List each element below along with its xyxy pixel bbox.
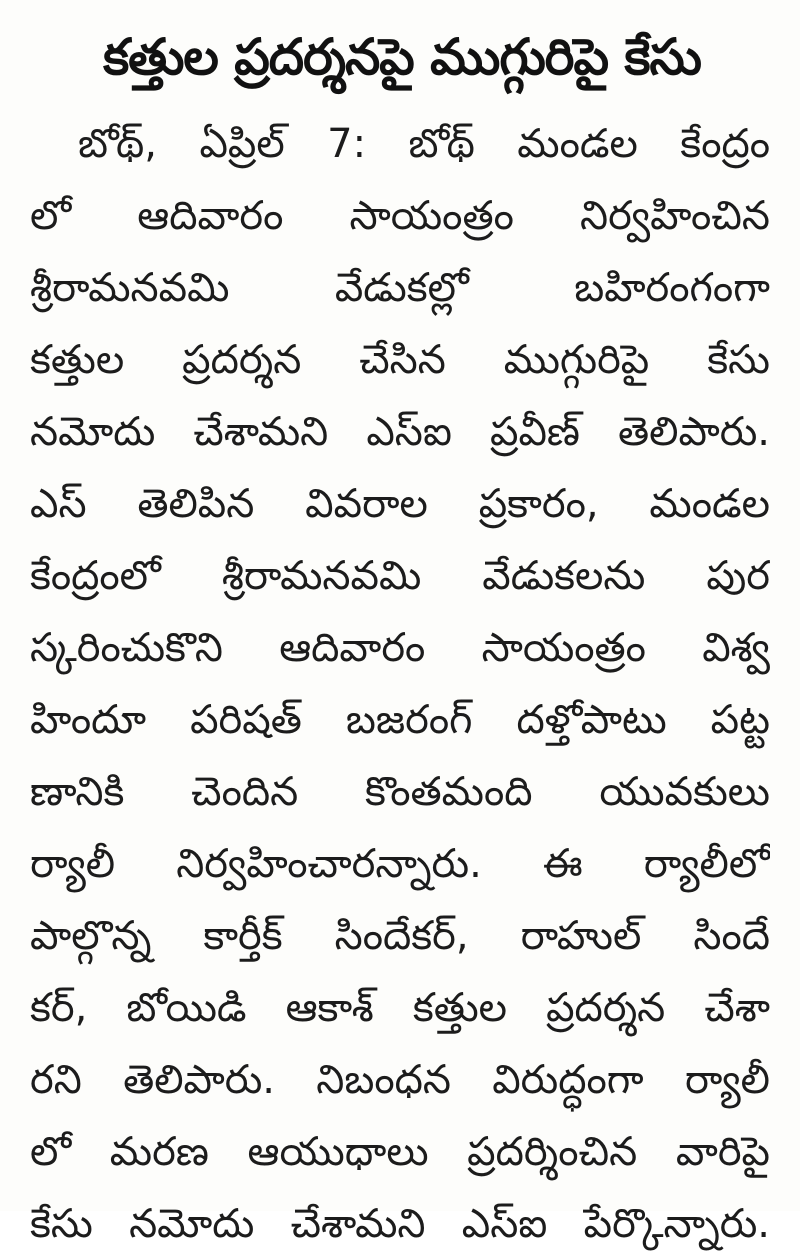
article-line-10: ణానికి చెందిన కొంతమంది యువకులు <box>30 769 770 815</box>
article-line-7: కేంద్రంలో శ్రీరామనవమి వేడుకలను పుర <box>30 553 770 599</box>
article-line-6: ఎస్ తెలిపిన వివరాల ప్రకారం, మండల <box>30 481 770 527</box>
article-line-1: బోథ్, ఏప్రిల్ 7: బోథ్ మండల కేంద్రం <box>78 121 770 167</box>
headline: కత్తుల ప్రదర్శనపై ముగ్గురిపై కేసు <box>103 28 701 86</box>
article-line-12: పాల్గొన్న కార్తీక్ సిందేకర్, రాహుల్ సిందే <box>30 913 770 959</box>
article-body <box>30 108 770 1260</box>
article-line-14: రని తెలిపారు. నిబంధన విరుద్ధంగా ర్యాలీ <box>30 1057 770 1103</box>
article-line-15: లో మరణ ఆయుధాలు ప్రదర్శించిన వారిపై <box>30 1129 770 1175</box>
article-line-4: కత్తుల ప్రదర్శన చేసిన ముగ్గురిపై కేసు <box>30 337 770 383</box>
article-line-2: లో ఆదివారం సాయంత్రం నిర్వహించిన <box>30 193 770 239</box>
article-line-8: స్కరించుకొని ఆదివారం సాయంత్రం విశ్వ <box>30 625 770 671</box>
article-line-3: శ్రీరామనవమి వేడుకల్లో బహిరంగంగా <box>30 265 770 311</box>
article-line-9: హిందూ పరిషత్ బజరంగ్ దళ్తోపాటు పట్ట <box>30 697 770 743</box>
article-line-13: కర్, బోయిడి ఆకాశ్ కత్తుల ప్రదర్శన చేశా <box>30 985 770 1031</box>
article-line-11: ర్యాలీ నిర్వహించారన్నారు. ఈ ర్యాలీలో <box>30 841 770 887</box>
article-line-16: కేసు నమోదు చేశామని ఎస్ఐ పేర్కొన్నారు. <box>30 1201 770 1247</box>
article-line-5: నమోదు చేశామని ఎస్ఐ ప్రవీణ్ తెలిపారు. <box>30 409 770 455</box>
